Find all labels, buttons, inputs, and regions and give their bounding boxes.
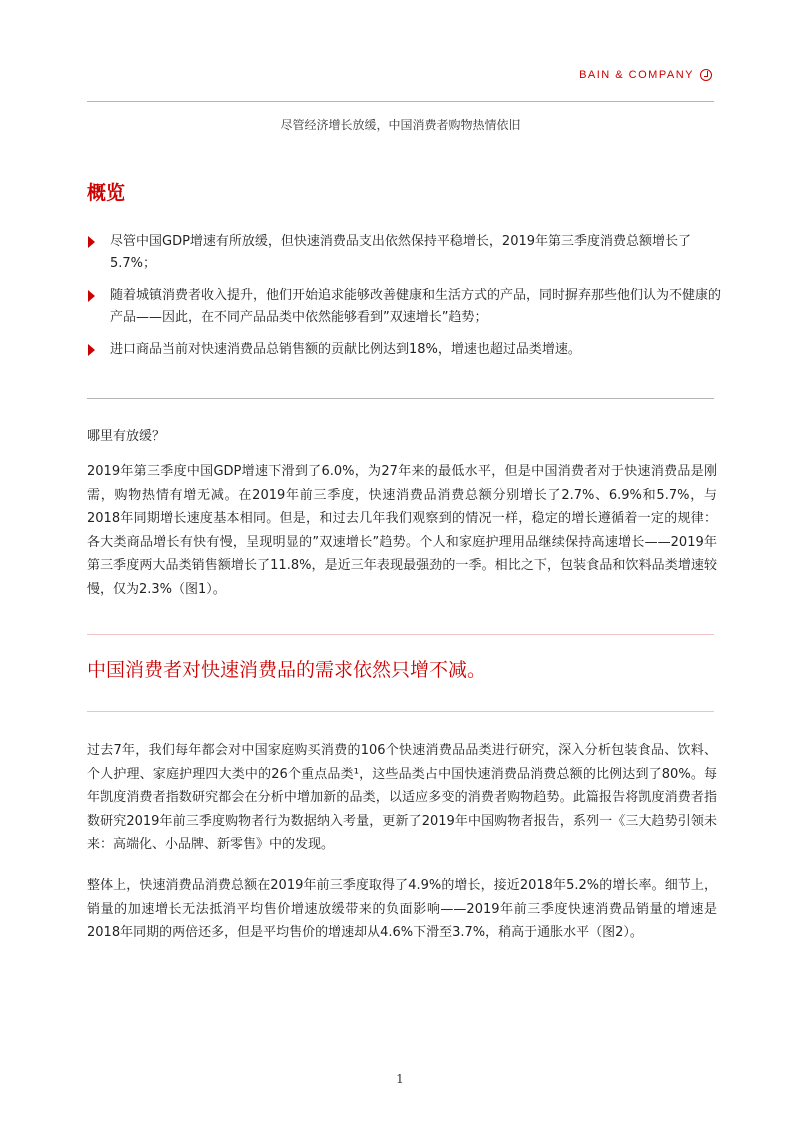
section-paragraph: 过去7年，我们每年都会对中国家庭购买消费的106个快速消费品品类进行研究，深入分析包装食品、饮料、个人护理、家庭护理四大类中的26个重点品类¹，这些品类占中国快速消费品消费总额的比例达到了80%。每年凯度消费者指数研究都会在分析中增加新的品类，以适应多变的消费者购物趋势。此篇报告将凯度消费者指数研究2019年前三季度购物者行为数据纳入考量，更新了2019年中国购物者报告，系列一《三大趋势引领未来：高端化、小品牌、新零售》中的发现。 — [87, 743, 717, 852]
overview-bullet-list — [87, 231, 727, 371]
section-divider-top — [87, 634, 714, 635]
slowdown-heading: 哪里有放缓？ — [87, 429, 166, 444]
slowdown-paragraph: 2019年第三季度中国GDP增速下滑到了6.0%，为27年来的最低水平，但是中国消费者对于快速消费品是刚需，购物热情有增无减。在2019年前三季度，快速消费品消费总额分别增长了2.7%、6.9%和5.7%，与2018年同期增长速度基本相同。但是，和过去几年我们观察到的情况一样，稳定的增长遵循着一定的规律：各大类商品增长有快有慢，呈现明显的”双速增长”趋势。个人和家庭护理用品继续保持高速增长——2019年第三季度两大品类销售额增长了11.8%，是近三年表现最强劲的一季。相比之下，包装食品和饮料品类增速较慢，仅为2.3%（图1）。 — [87, 464, 717, 597]
section-divider-bottom — [87, 711, 714, 712]
overview-bullet — [87, 339, 727, 361]
brand-logo — [579, 69, 712, 81]
bullet-text: 进口商品当前对快速消费品总销售额的贡献比例达到18%，增速也超过品类增速。 — [110, 342, 581, 357]
overview-divider — [87, 398, 714, 399]
section-heading: 中国消费者对快速消费品的需求依然只增不减。 — [87, 659, 487, 681]
overview-bullet — [87, 231, 727, 275]
bain-circle-logo-icon — [700, 69, 712, 81]
bullet-text: 随着城镇消费者收入提升，他们开始追求能够改善健康和生活方式的产品，同时摒弃那些他们认为不健康的产品——因此，在不同产品品类中依然能够看到”双速增长”趋势； — [110, 288, 722, 325]
page-number: 1 — [396, 1072, 404, 1086]
red-triangle-bullet-icon — [88, 344, 95, 356]
header-divider — [87, 101, 714, 102]
section-paragraph: 整体上，快速消费品消费总额在2019年前三季度取得了4.9%的增长，接近2018年5.2%的增长率。细节上，销量的加速增长无法抵消平均售价增速放缓带来的负面影响——2019年前三季度快速消费品销量的增速是2018年同期的两倍还多，但是平均售价的增速却从4.6%下滑至3.7%，稍高于通胀水平（图2）。 — [87, 878, 717, 940]
overview-heading: 概览 — [87, 182, 126, 204]
brand-name: BAIN & COMPANY — [579, 69, 694, 81]
page-subtitle: 尽管经济增长放缓，中国消费者购物热情依旧 — [280, 118, 521, 132]
red-triangle-bullet-icon — [88, 290, 95, 302]
red-triangle-bullet-icon — [88, 236, 95, 248]
overview-bullet — [87, 285, 727, 329]
bullet-text: 尽管中国GDP增速有所放缓，但快速消费品支出依然保持平稳增长，2019年第三季度消费总额增长了5.7%； — [110, 234, 692, 271]
